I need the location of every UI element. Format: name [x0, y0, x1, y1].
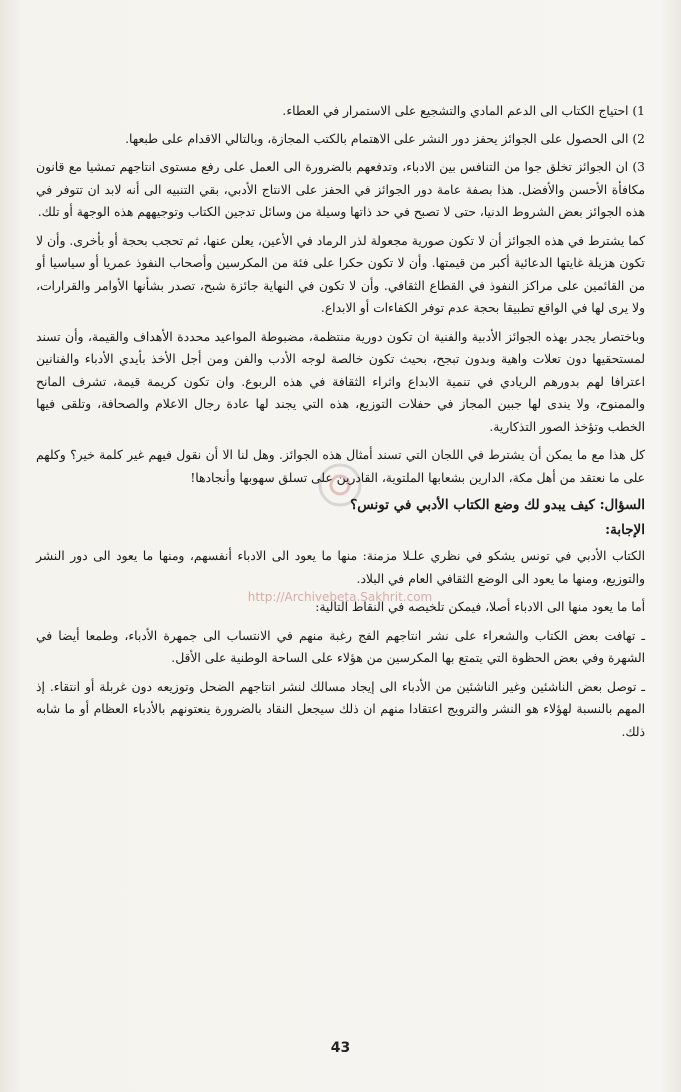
page-number: 43: [330, 1040, 351, 1056]
paragraph-prize-conditions: كما يشترط في هذه الجوائز أن لا تكون صورية مجعولة لذر الرماد في الأعين، يعلن عنها، ثم تحجب بحجة أو بأخرى. وأن لا تكون هزيلة غايتها الدعائية أكبر من قيمتها. وأن لا تكون حكرا على فئة من المكرسين وأصحاب النفوذ عمريا أو سياسيا أو من القائمين على مراكز النفوذ في القطاع الثقافي. وأن لا تكون في النهاية جائزة شبح، تصدر بشأنها الأوامر والقرارات، ولا يرى لها في الواقع تطبيقا بحجة عدم توفر الكفاءات أو الابداع.: [36, 233, 645, 315]
paragraph-committees: كل هذا مع ما يمكن أن يشترط في اللجان التي تسند أمثال هذه الجوائز. وهل لنا الا أن نقول فيهم غير كلمة خير؟ وكلهم على ما نعتقد من أهل مكة، الدارين بشعابها الملتوية، القادرين على تسلق سهوبها وأنجادها!: [36, 448, 645, 485]
paragraph-summary: وباختصار يجدر بهذه الجوائز الأدبية والفنية ان تكون دورية منتظمة، مضبوطة المواعيد محددة الأهداف والقيمة، وأن تسند لمستحقيها دون تعلات واهية وبدون تبجح، بحيث تكون خالصة لوجه الأدب والفن ومن أجل الأخذ بأيدي الأدباء والفنانين اعترافا لهم بدورهم الريادي في تنمية الابداع واثراء الثقافة في هذه الربوع. وان تكون كريمة قيمة، تشرف المانح والممنوح، ولا يندى لها جبين المجاز في حفلات التوزيع، هذه التي يجند لها عادة رجال الاعلام والصحافة، وتلقى فيها الخطب وتؤخذ الصور التذكارية.: [36, 329, 645, 434]
paragraph-reason-3: 3) ان الجوائز تخلق جوا من التنافس بين الادباء، وتدفعهم بالضرورة الى العمل على رفع مستوى انتاجهم تمشيا مع قانون مكافأة الأحسن والأفضل. هذا بصفة عامة دور الجوائز في الحفز على الانتاج الأدبي، بقي التنبيه الى أنه لابد ان تتوفر في هذه الجوائز بعض الشروط الدنيا، حتى لا تصبح في حد ذاتها وسيلة من وسائل تدجين الكتاب وتوجيههم هذه الوجهة أو تلك.: [36, 160, 645, 219]
interview-question: السؤال: كيف يبدو لك وضع الكتاب الأدبي في تونس؟: [350, 497, 645, 513]
page-text: [36, 100, 645, 748]
answer-label: الإجابة:: [605, 521, 645, 538]
answer-paragraph-1: الكتاب الأدبي في تونس يشكو في نظري علـلا مزمنة: منها ما يعود الى الادباء أنفسهم، ومنها ما يعود الى دور النشر والتوزيع، ومنها ما يعود الى الوضع الثقافي العام في البلاد.: [36, 549, 645, 586]
answer-paragraph-4: ـ توصل بعض الناشئين وغير الناشئين من الأدباء الى إيجاد مسالك لنشر انتاجهم الضحل وتوزيعه دون غربلة أو انتقاء. إذ المهم بالنسبة لهؤلاء هو النشر والترويج اعتقادا منهم ان ذلك سيجعل النقاد بالضرورة ينعتونهم بالأدباء العظام أو ما شابه ذلك.: [36, 679, 645, 739]
paragraph-reason-2: 2) الى الحصول على الجوائز يحفز دور النشر على الاهتمام بالكتب المجازة، وبالتالي الاقدام على طبعها.: [125, 131, 645, 146]
paragraph-reason-1: 1) احتياج الكتاب الى الدعم المادي والتشجيع على الاستمرار في العطاء.: [282, 104, 645, 118]
answer-paragraph-3: ـ تهافت بعض الكتاب والشعراء على نشر انتاجهم الفج رغبة منهم في الانتساب الى جمهرة الأدباء، وطمعا أيضا في الشهرة وفي بعض الحظوة التي يتمتع بها المكرسين من هؤلاء على الساحة الوطنية على الأقل.: [36, 628, 645, 665]
watermark-url: http://Archivebeta.Sakhrit.com: [247, 590, 433, 604]
answer-paragraph-2: أما ما يعود منها الى الادباء أصلا، فيمكن تلخيصه في النقاط التالية:: [315, 600, 645, 614]
